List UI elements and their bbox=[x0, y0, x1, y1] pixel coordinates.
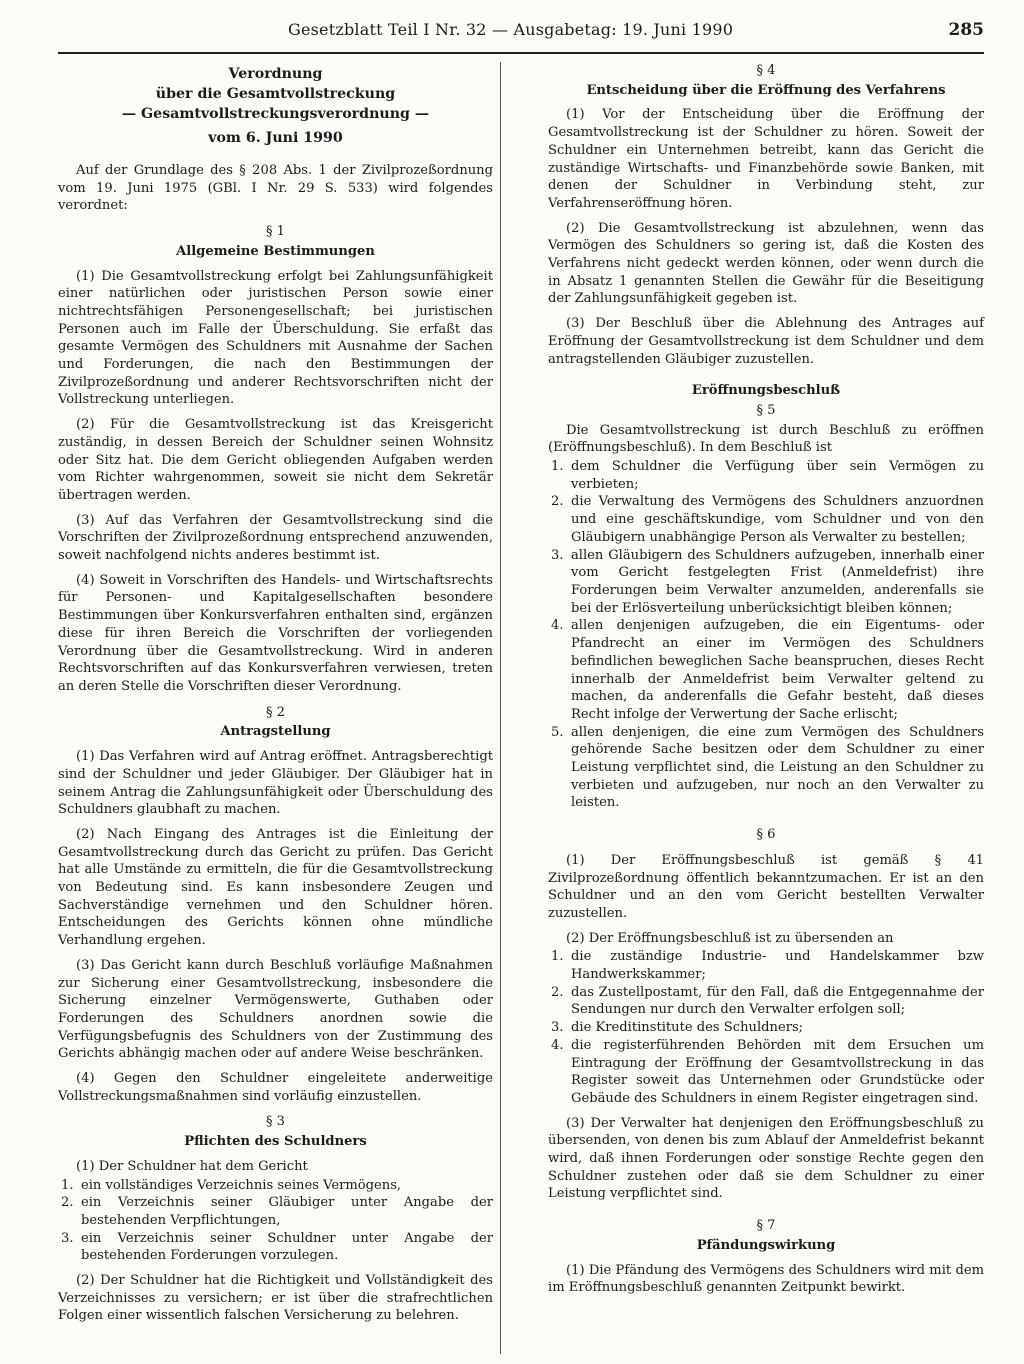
section-4-number: § 4 bbox=[756, 63, 776, 78]
list-item-number: 4. bbox=[551, 1037, 564, 1053]
section-5-intro: Die Gesamtvollstreckung ist durch Beschluß zu eröffnen (Eröffnungsbeschluß). In dem Beschluß ist bbox=[548, 422, 984, 456]
list-item-text: ein vollständiges Verzeichnis seines Vermögens, bbox=[81, 1177, 402, 1193]
section-3-list bbox=[58, 1177, 493, 1266]
page-header bbox=[58, 14, 984, 54]
section-6-number: § 6 bbox=[756, 827, 776, 843]
list-item bbox=[548, 458, 984, 493]
section-2-paragraph-1: (1) Das Verfahren wird auf Antrag eröffnet. Antragsberechtigt sind der Schuldner und jeder Gläubiger. Der Gläubiger hat in seinem Antrag die Zahlungsunfähigkeit oder Überschuldung des Schuldners glaubhaft zu machen. bbox=[58, 749, 493, 818]
list-item-number: 1. bbox=[61, 1177, 74, 1193]
column-divider bbox=[500, 62, 501, 1354]
list-item-text: dem Schuldner die Verfügung über sein Vermögen zu verbieten; bbox=[571, 459, 984, 492]
list-item bbox=[548, 617, 984, 723]
section-5-list bbox=[548, 458, 984, 812]
list-item-text: allen denjenigen aufzugeben, die ein Eigentums- oder Pfandrecht an einer im Vermögen des Schuldners befindlichen beweglichen Sache beanspruchen, dieses Recht innerhalb der Anmeldefrist beim Verwalter geltend zu machen, da anderenfalls die Gefahr besteht, daß dieses Recht infolge der Verwertung der Sache erlischt; bbox=[571, 618, 984, 722]
list-item-number: 2. bbox=[61, 1195, 74, 1211]
section-4-paragraph-3: (3) Der Beschluß über die Ablehnung des Antrages auf Eröffnung der Gesamtvollstreckung ist dem Schuldner und dem antragstellenden Gläubiger zuzustellen. bbox=[548, 316, 984, 367]
list-item-number: 1. bbox=[551, 949, 564, 965]
section-6-intro-2: (2) Der Eröffnungsbeschluß ist zu übersenden an bbox=[566, 930, 894, 946]
list-item-text: die Kreditinstitute des Schuldners; bbox=[571, 1020, 804, 1036]
section-2-paragraph-2: (2) Nach Eingang des Antrages ist die Einleitung der Gesamtvollstreckung durch das Gericht zu prüfen. Das Gericht hat alle Umstände zu ermitteln, die für die Gesamtvollstreckung von Bedeutung sind. Es kann insbesondere Zeugen und Sachverständige vernehmen und den Schuldner hören. Entscheidungen des Gerichts können ohne mündliche Verhandlung ergehen. bbox=[58, 826, 493, 949]
section-3-paragraph-2: (2) Der Schuldner hat die Richtigkeit und Vollständigkeit des Verzeichnisses zu versichern; er ist über die strafrechtlichen Folgen einer wissentlich falschen Versicherung zu belehren. bbox=[58, 1273, 493, 1324]
left-column bbox=[58, 62, 493, 1332]
section-5-number: § 5 bbox=[756, 402, 776, 418]
list-item-number: 3. bbox=[551, 1020, 564, 1036]
gazette-issue-title: Gesetzblatt Teil I Nr. 32 — Ausgabetag: 19. Juni 1990 bbox=[288, 20, 734, 39]
ordinance-title-line-3: — Gesamtvollstreckungsverordnung — bbox=[121, 106, 430, 122]
list-item-text: die Verwaltung des Vermögens des Schuldners anzuordnen und eine geschäftskundige, vom Schuldner und von den Gläubigern unabhängige Person als Verwalter zu bestellen; bbox=[571, 494, 984, 545]
section-7-heading: Pfändungswirkung bbox=[696, 1237, 836, 1253]
list-item bbox=[58, 1194, 493, 1229]
section-1-paragraph-3: (3) Auf das Verfahren der Gesamtvollstreckung sind die Vorschriften der Zivilprozeßordnung entsprechend anzuwenden, soweit nachfolgend nichts anderes bestimmt ist. bbox=[58, 512, 493, 564]
list-item bbox=[58, 1177, 493, 1195]
list-item bbox=[548, 1019, 984, 1037]
section-6-list bbox=[548, 948, 984, 1107]
section-1-paragraph-4: (4) Soweit in Vorschriften des Handels- und Wirtschaftsrechts für Personen- und Kapitalgesellschaften besondere Bestimmungen über Konkursverfahren enthalten sind, ergänzen diese für ihren Bereich die Vorschriften der vorliegenden Verordnung über die Gesamtvollstreckung. Wird in anderen Rechtsvorschriften auf das Konkursverfahren verwiesen, treten an deren Stelle die Vorschriften dieser Verordnung. bbox=[58, 572, 493, 694]
opening-decision-group-heading: Eröffnungsbeschluß bbox=[691, 383, 841, 399]
section-4-heading: Entscheidung über die Eröffnung des Verfahrens bbox=[586, 82, 946, 98]
list-item-number: 4. bbox=[551, 618, 564, 634]
section-4-paragraph-2: (2) Die Gesamtvollstreckung ist abzulehnen, wenn das Vermögen des Schuldners so gering ist, daß die Kosten des Verfahrens nicht gedeckt werden können, oder wenn durch die in Absatz 1 genannten Stellen die Gewähr für die Beseitigung der Zahlungsunfähigkeit gegeben ist. bbox=[548, 220, 984, 307]
list-item-text: ein Verzeichnis seiner Schuldner unter Angabe der bestehenden Forderungen vorzulegen. bbox=[81, 1230, 493, 1264]
ordinance-date: vom 6. Juni 1990 bbox=[208, 130, 343, 146]
list-item bbox=[58, 1230, 493, 1265]
list-item bbox=[548, 724, 984, 813]
list-item-text: allen denjenigen, die eine zum Vermögen des Schuldners gehörende Sache besitzen oder dem Schuldner zu einer Leistung verpflichtet sind, die Leistung an den Schuldner zu verbieten und aufzugeben, nur noch an den Verwalter zu leisten. bbox=[571, 724, 984, 811]
list-item-number: 2. bbox=[551, 494, 564, 510]
list-item-text: ein Verzeichnis seiner Gläubiger unter Angabe der bestehenden Verpflichtungen, bbox=[81, 1195, 493, 1228]
list-item bbox=[548, 1037, 984, 1108]
ordinance-title-line-1: Verordnung bbox=[228, 66, 323, 82]
section-3-number: § 3 bbox=[265, 1114, 286, 1130]
section-6-paragraph-3: (3) Der Verwalter hat denjenigen den Eröffnungsbeschluß zu übersenden, von denen bis zum Ablauf der Anmeldefrist bekannt wird, daß ihnen Forderungen oder sonstige Rechte gegen den Schuldner zustehen oder daß sie dem Schuldner zu einer Leistung verpflichtet sind. bbox=[548, 1115, 984, 1202]
right-column bbox=[548, 62, 984, 1332]
ordinance-title-line-2: über die Gesamtvollstreckung bbox=[155, 86, 396, 102]
list-item-text: die zuständige Industrie- und Handelskammer bzw Handwerkskammer; bbox=[571, 949, 984, 983]
section-2-paragraph-4: (4) Gegen den Schuldner eingeleitete anderweitige Vollstreckungsmaßnahmen sind vorläufig einzustellen. bbox=[58, 1071, 493, 1104]
list-item bbox=[548, 948, 984, 983]
section-6-paragraph-1: (1) Der Eröffnungsbeschluß ist gemäß § 41 Zivilprozeßordnung öffentlich bekanntzumachen. Er ist an den Schuldner und an den vom Gericht bestellten Verwalter zuzustellen. bbox=[548, 852, 984, 921]
section-1-number: § 1 bbox=[265, 224, 286, 240]
section-4-paragraph-1: (1) Vor der Entscheidung über die Eröffnung der Gesamtvollstreckung ist der Schuldner zu hören. Soweit der Schuldner ein Unternehmen betreibt, kann das Gericht die zuständige Wirtschafts- und Finanzbehörde sowie Banken, mit denen der Schuldner in Verbindung steht, zur Verfahrenseröffnung hören. bbox=[548, 107, 984, 211]
section-2-paragraph-3: (3) Das Gericht kann durch Beschluß vorläufige Maßnahmen zur Sicherung einer Gesamtvollstreckung, insbesondere die Sicherung einzelner Vermögenswerte, Guthaben oder Forderungen des Schuldners anordnen sowie die Verfügungsbefugnis des Schuldners von der Zustimmung des Gerichts abhängig machen oder auf andere Weise beschränken. bbox=[58, 957, 493, 1062]
section-2-number: § 2 bbox=[265, 704, 286, 720]
list-item-text: allen Gläubigern des Schuldners aufzugeben, innerhalb einer vom Gericht festgelegten Frist (Anmeldefrist) ihre Forderungen beim Verwalter anzumelden, anderenfalls sie bei der Erlösverteilung unberücksichtigt bleiben können; bbox=[571, 547, 984, 616]
list-item-number: 2. bbox=[551, 984, 564, 1000]
ordinance-title bbox=[58, 64, 493, 148]
list-item bbox=[548, 547, 984, 618]
section-1-paragraph-2: (2) Für die Gesamtvollstreckung ist das Kreisgericht zuständig, in dessen Bereich der Schuldner seinen Wohnsitz oder Sitz hat. Die dem Gericht obliegenden Aufgaben werden vom Richter wahrgenommen, soweit sie nicht dem Sekretär übertragen werden. bbox=[58, 417, 493, 503]
section-2-heading: Antragstellung bbox=[220, 724, 331, 740]
section-3-intro: (1) Der Schuldner hat dem Gericht bbox=[76, 1158, 308, 1174]
list-item-text: das Zustellpostamt, für den Fall, daß die Entgegennahme der Sendungen nur durch den Verwalter erfolgen soll; bbox=[571, 984, 984, 1018]
list-item bbox=[548, 984, 984, 1019]
list-item-text: die registerführenden Behörden mit dem Ersuchen um Eintragung der Eröffnung der Gesamtvollstreckung in das Register soweit das Unternehmen oder Grundstücke oder Gebäude des Schuldners in einem Register eingetragen sind. bbox=[571, 1037, 984, 1106]
preamble: Auf der Grundlage des § 208 Abs. 1 der Zivilprozeßordnung vom 19. Juni 1975 (GBl. I Nr. 29 S. 533) wird folgendes verordnet: bbox=[58, 163, 493, 214]
section-7-number: § 7 bbox=[756, 1218, 776, 1234]
page-number: 285 bbox=[948, 20, 984, 40]
section-1-heading: Allgemeine Bestimmungen bbox=[176, 243, 375, 259]
list-item-number: 3. bbox=[61, 1230, 74, 1246]
list-item bbox=[548, 493, 984, 546]
list-item-number: 3. bbox=[551, 547, 564, 563]
list-item-number: 5. bbox=[551, 724, 564, 740]
section-7-paragraph-1: (1) Die Pfändung des Vermögens des Schuldners wird mit dem im Eröffnungsbeschluß genannten Zeitpunkt bewirkt. bbox=[548, 1262, 984, 1296]
section-1-paragraph-1: (1) Die Gesamtvollstreckung erfolgt bei Zahlungsunfähigkeit einer natürlichen oder juristischen Person sowie einer nichtrechtsfähigen Personengesellschaft; bei juristischen Personen auch im Falle der Überschuldung. Sie erfaßt das gesamte Vermögen des Schuldners mit Ausnahme der Sachen und Forderungen, die nach den Bestimmungen der Zivilprozeßordnung und anderer Rechtsvorschriften nicht der Vollstreckung unterliegen. bbox=[58, 268, 493, 408]
list-item-number: 1. bbox=[551, 459, 564, 475]
section-3-heading: Pflichten des Schuldners bbox=[184, 1134, 367, 1150]
two-column-body bbox=[58, 62, 984, 1332]
